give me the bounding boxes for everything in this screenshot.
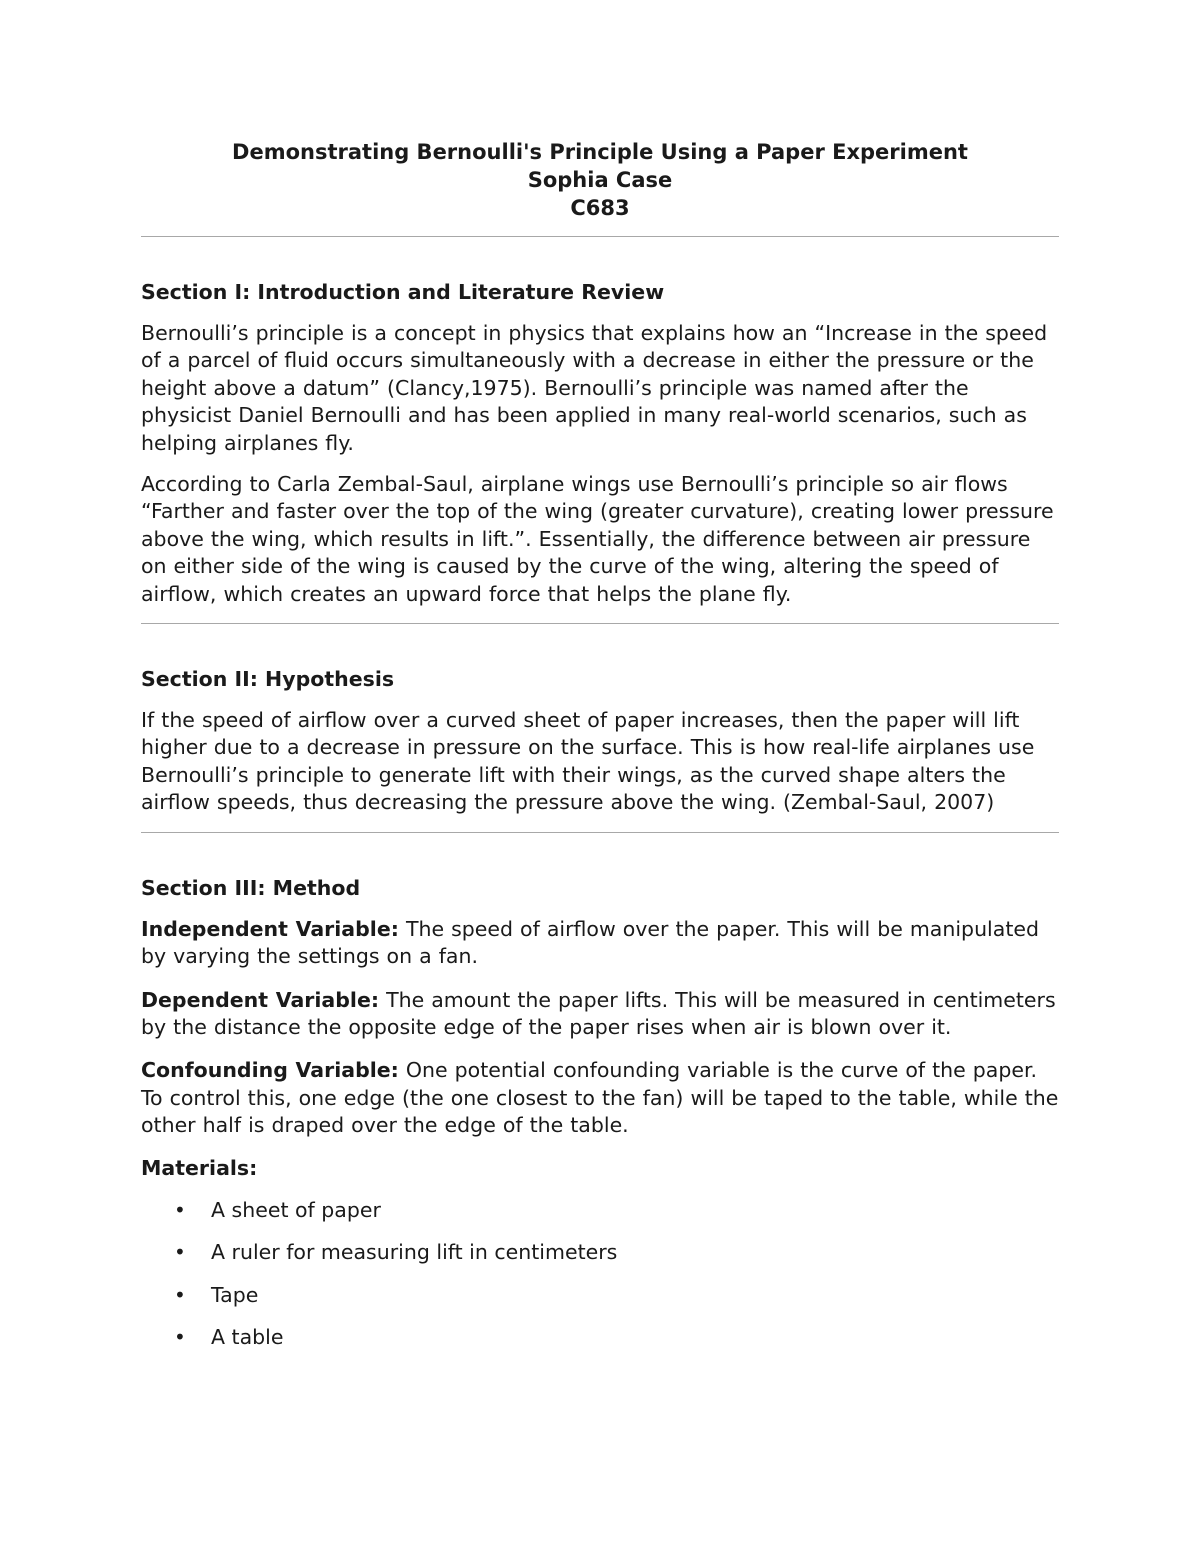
bullet-icon: • (174, 1197, 186, 1222)
confounding-variable-label: Confounding Variable: (141, 1058, 399, 1083)
section-1-paragraph-1: Bernoulli’s principle is a concept in physics that explains how an “Increase in the speed of a parcel of fluid occurs simultaneously with a decrease in either the pressure or the height above a datum” (Clancy,1975). Bernoulli’s principle was named after the physicist Daniel Bernoulli and has been applied in many real-world scenarios, such as helping airplanes fly. (141, 321, 1048, 455)
section-1-heading: Section I: Introduction and Literature Review (141, 280, 665, 304)
confounding-variable-text: One potential confounding variable is the curve of the paper. To control this, one edge (the one closest to the fan) will be taped to the table, while the other half is draped over the edge of the table. (141, 1058, 1059, 1138)
document-page (141, 138, 1059, 1366)
materials-heading: Materials: (141, 1155, 258, 1180)
material-text: A table (211, 1325, 284, 1350)
bullet-icon: • (174, 1240, 186, 1265)
independent-variable-label: Independent Variable: (141, 916, 399, 941)
document-course: C683 (570, 196, 630, 220)
divider (141, 623, 1059, 624)
confounding-variable-paragraph (141, 1057, 1059, 1139)
list-item (141, 1281, 1059, 1324)
section-3-heading: Section III: Method (141, 875, 361, 900)
independent-variable-text: The speed of airflow over the paper. This will be manipulated by varying the settings on a fan. (141, 916, 1039, 969)
list-item (141, 1196, 1059, 1239)
document-title: Demonstrating Bernoulli's Principle Using a Paper Experiment (232, 140, 968, 164)
independent-variable-paragraph (141, 916, 1059, 971)
bullet-icon: • (174, 1325, 186, 1350)
document-author: Sophia Case (527, 168, 673, 192)
material-text: A sheet of paper (211, 1197, 381, 1222)
dependent-variable-text: The amount the paper lifts. This will be measured in centimeters by the distance the opposite edge of the paper rises when air is blown over it. (141, 987, 1056, 1039)
dependent-variable-label: Dependent Variable: (141, 987, 380, 1012)
section-2-paragraph: If the speed of airflow over a curved sheet of paper increases, then the paper will lift higher due to a decrease in pressure on the surface. This is how real-life airplanes use Bernoulli’s principle to generate lift with their wings, as the curved shape alters the airflow speeds, thus decreasing the pressure above the wing. (Zembal-Saul, 2007) (141, 708, 1035, 815)
divider (141, 236, 1059, 237)
section-1-paragraph-2: According to Carla Zembal-Saul, airplane wings use Bernoulli’s principle so air flows “Farther and faster over the top of the wing (greater curvature), creating lower pressure above the wing, which results in lift.”. Essentially, the difference between air pressure on either side of the wing is caused by the curve of the wing, altering the speed of airflow, which creates an upward force that helps the plane fly. (141, 472, 1054, 606)
materials-list (141, 1196, 1059, 1366)
material-text: A ruler for measuring lift in centimeters (211, 1240, 618, 1265)
material-text: Tape (211, 1282, 259, 1307)
list-item (141, 1238, 1059, 1281)
bullet-icon: • (174, 1282, 186, 1307)
document-header (141, 138, 1059, 222)
divider (141, 832, 1059, 833)
section-2-heading: Section II: Hypothesis (141, 667, 395, 692)
list-item (141, 1323, 1059, 1366)
dependent-variable-paragraph (141, 987, 1059, 1042)
